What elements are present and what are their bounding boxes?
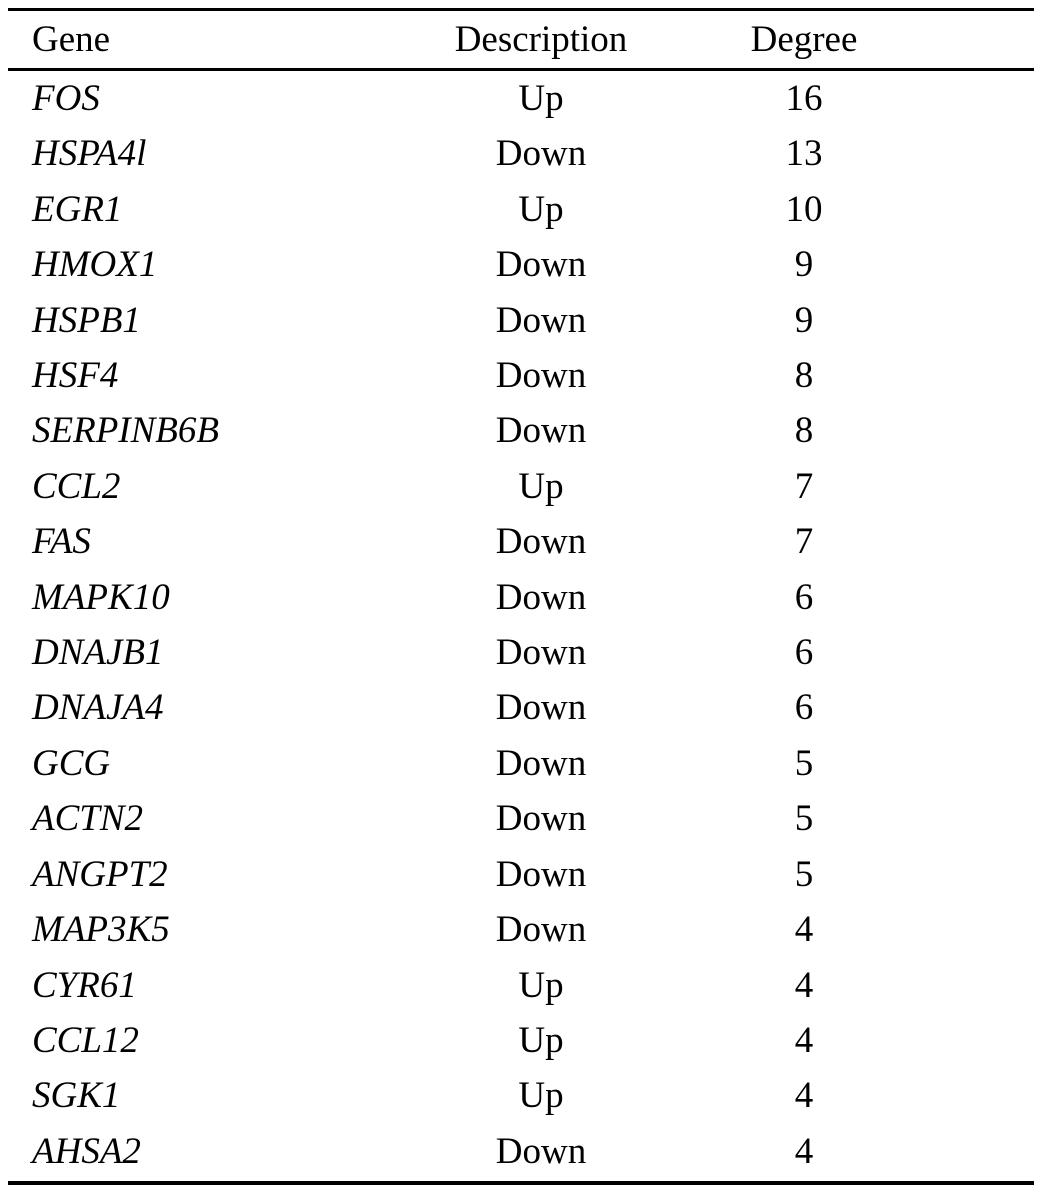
- degree-cell: 4: [794, 1019, 814, 1061]
- degree-cell: 6: [794, 687, 814, 729]
- degree-cell: 8: [794, 355, 814, 397]
- gene-cell: DNAJA4: [32, 687, 164, 729]
- table-row: [8, 1068, 1034, 1123]
- degree-cell: 4: [794, 1130, 814, 1172]
- table-row: [8, 625, 1034, 680]
- degree-cell: 13: [785, 133, 823, 175]
- description-cell: Down: [495, 576, 587, 618]
- gene-cell: MAP3K5: [32, 909, 170, 951]
- table-body-grid: [8, 71, 1034, 1179]
- degree-cell: 8: [794, 410, 814, 452]
- gene-cell: AHSA2: [32, 1130, 141, 1172]
- description-cell: Down: [495, 133, 587, 175]
- description-cell: Up: [518, 78, 564, 119]
- gene-cell: HSPB1: [32, 299, 141, 341]
- gene-cell: ANGPT2: [32, 853, 168, 895]
- description-cell: Down: [495, 244, 587, 286]
- header-gene: Gene: [32, 19, 111, 60]
- description-cell: Up: [518, 188, 564, 230]
- description-cell: Up: [518, 465, 564, 507]
- gene-cell: EGR1: [32, 188, 123, 230]
- degree-cell: 4: [794, 964, 814, 1006]
- table-row: [8, 182, 1034, 237]
- description-cell: Down: [495, 355, 587, 397]
- description-cell: Down: [495, 798, 587, 840]
- table-row: [8, 403, 1034, 458]
- table-row: [8, 902, 1034, 957]
- gene-cell: SGK1: [32, 1075, 121, 1117]
- degree-cell: 7: [794, 465, 814, 507]
- description-cell: Up: [518, 1075, 564, 1117]
- degree-cell: 4: [794, 1075, 814, 1117]
- description-cell: Down: [495, 742, 587, 784]
- table-row: [8, 1013, 1034, 1068]
- description-cell: Down: [495, 853, 587, 895]
- table-row: [8, 126, 1034, 181]
- gene-cell: FAS: [32, 521, 91, 563]
- gene-degree-table: [8, 8, 1034, 1185]
- table-row: [8, 71, 1034, 126]
- gene-cell: CCL12: [32, 1019, 139, 1061]
- header-description: Description: [454, 19, 628, 60]
- table-row: [8, 680, 1034, 735]
- gene-cell: ACTN2: [32, 798, 144, 840]
- table-row: [8, 514, 1034, 569]
- degree-cell: 6: [794, 632, 814, 674]
- table-row: [8, 293, 1034, 348]
- table-body: [8, 71, 1034, 1179]
- table-row: [8, 791, 1034, 846]
- table-row: [8, 348, 1034, 403]
- gene-cell: MAPK10: [32, 576, 170, 618]
- table: [8, 11, 1034, 69]
- table-header: [8, 11, 1034, 69]
- table-row: [8, 459, 1034, 514]
- gene-cell: FOS: [32, 78, 100, 119]
- degree-cell: 7: [794, 521, 814, 563]
- degree-cell: 6: [794, 576, 814, 618]
- header-degree: Degree: [750, 19, 858, 60]
- description-cell: Down: [495, 1130, 587, 1172]
- degree-cell: 16: [785, 78, 823, 119]
- table-row: [8, 958, 1034, 1013]
- degree-cell: 5: [794, 742, 814, 784]
- gene-cell: HSPA4l: [32, 133, 147, 175]
- degree-cell: 5: [794, 798, 814, 840]
- description-cell: Down: [495, 632, 587, 674]
- description-cell: Down: [495, 521, 587, 563]
- gene-cell: CCL2: [32, 465, 121, 507]
- gene-cell: HMOX1: [32, 244, 158, 286]
- degree-cell: 9: [794, 244, 814, 286]
- gene-cell: GCG: [32, 742, 111, 784]
- table-row: [8, 237, 1034, 292]
- table-row: [8, 1124, 1034, 1179]
- degree-cell: 5: [794, 853, 814, 895]
- gene-cell: DNAJB1: [32, 632, 164, 674]
- degree-cell: 10: [785, 188, 823, 230]
- header-row: [8, 11, 1034, 69]
- description-cell: Down: [495, 909, 587, 951]
- table-row: [8, 570, 1034, 625]
- description-cell: Down: [495, 687, 587, 729]
- description-cell: Down: [495, 410, 587, 452]
- table-row: [8, 847, 1034, 902]
- gene-cell: SERPINB6B: [32, 410, 220, 452]
- description-cell: Down: [495, 299, 587, 341]
- gene-cell: CYR61: [32, 964, 137, 1006]
- gene-cell: HSF4: [32, 355, 119, 397]
- degree-cell: 4: [794, 909, 814, 951]
- table-row: [8, 736, 1034, 791]
- description-cell: Up: [518, 964, 564, 1006]
- description-cell: Up: [518, 1019, 564, 1061]
- degree-cell: 9: [794, 299, 814, 341]
